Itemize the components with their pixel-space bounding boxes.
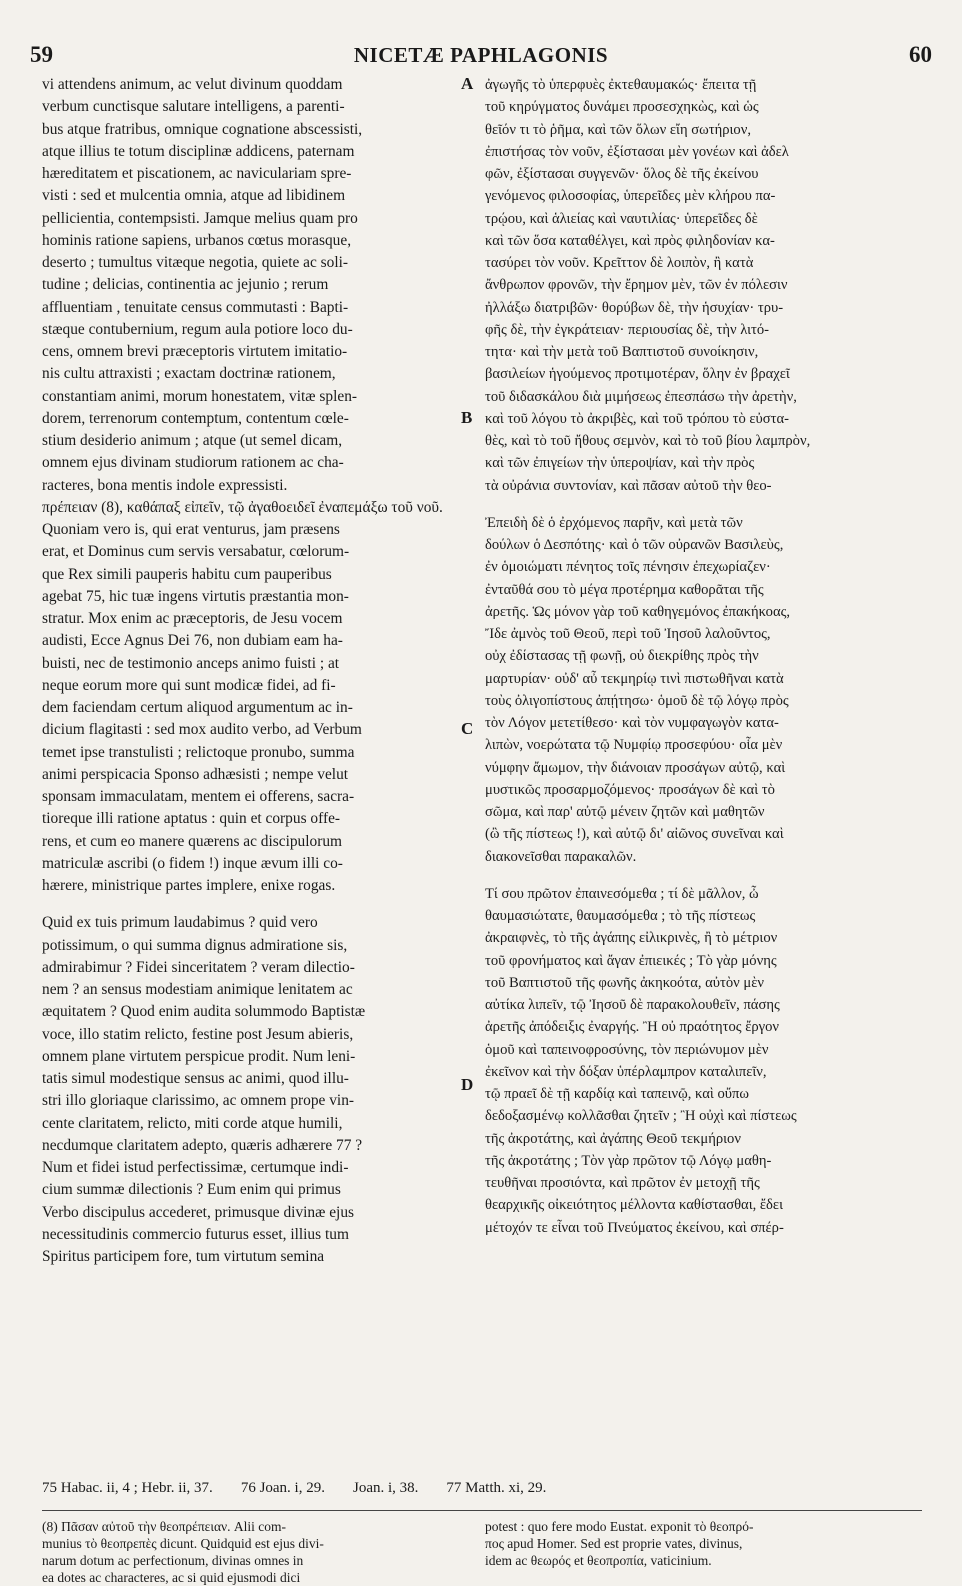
greek-text-line: ἀγωγῆς τὸ ὑπερφυὲς ἐκτεθαυμακώς· ἔπειτα τῇ <box>485 77 757 93</box>
latin-text-line: cium summæ dilectionis ? Eum enim qui primus <box>42 1181 341 1199</box>
greek-text-line: νύμφην ἄμωμον, τὴν διάνοιαν προσάγων αὐτῷ, καὶ <box>485 759 786 776</box>
greek-text-line: φῶν, ἐξίστασαι συγγενῶν· ὅλος δὲ τῆς ἐκείνου <box>485 166 759 182</box>
latin-text-line: temet ipse transtulisti ; relictoque pronubo, summa <box>42 743 355 761</box>
latin-text-line: neque eorum more qui sunt modicæ fidei, ad fi- <box>42 676 336 694</box>
latin-text-line: buisti, nec de testimonio anceps animo fuisti ; at <box>42 654 340 672</box>
footnote-divider <box>42 1510 922 1511</box>
greek-text-line: τῆς ἀκροτάτης, καὶ ἀγάπης Θεοῦ τεκμήριον <box>485 1130 741 1147</box>
greek-text-line: Ἐπειδὴ δὲ ὁ ἐρχόμενος παρῆν, καὶ μετὰ τῶν <box>485 514 743 531</box>
latin-text-line: dicium flagitasti : sed mox audito verbo, ad Verbum <box>42 721 362 739</box>
latin-text-line: erat, et Dominus cum servis versabatur, cœlorum- <box>42 543 350 561</box>
greek-text-line: τοῦ Βαπτιστοῦ τῆς φωνῆς ἀκηκοότα, αὐτὸν μὲν <box>485 974 764 991</box>
greek-text-line: τὸν Λόγον μετετίθεσο· καὶ τὸν νυμφαγωγὸν κατα- <box>485 715 779 731</box>
reference-item: Joan. i, 38. <box>352 1480 419 1496</box>
latin-text-line: Verbo discipulus accederet, primusque divinæ ejus <box>42 1203 355 1221</box>
greek-text-line: τευθῆναι προσιόντα, καὶ πρῶτον ἐν μετοχῇ τῆς <box>485 1175 760 1191</box>
greek-text-line: ἄνθρωπον φρονῶν, τὴν ἔρημον μὲν, τῶν ἐν πόλεσιν <box>485 277 788 294</box>
latin-text-line: hærere, ministrique partes implere, enixe rogas. <box>42 877 336 894</box>
latin-text-line: Quid ex tuis primum laudabimus ? quid vero <box>42 914 318 932</box>
greek-text-line: ἐκεῖνον καὶ τὴν δόξαν ὑπέρλαμπρον καταλιπεῖν, <box>485 1063 767 1080</box>
footnote-line: πος apud Homer. Sed est proprie vates, divinus, <box>485 1536 743 1551</box>
greek-text-line: τῆς ἀκροτάτης ; Τὸν γὰρ πρῶτον τῷ Λόγῳ μαθη- <box>485 1152 772 1169</box>
footnote-left <box>42 1518 452 1586</box>
right-page-number: 60 <box>908 42 932 67</box>
greek-text-line: θαυμασιώτατε, θαυμασόμεθα ; τὸ τῆς πίστεως <box>485 908 756 924</box>
latin-text-line: stæque contubernium, regum aula potiore loco du- <box>42 320 353 338</box>
latin-text-line: matriculæ ascribi (o fidem !) inque ævum illi co- <box>42 854 343 872</box>
greek-text-line: τρῴου, καὶ ἁλιείας καὶ ναυτιλίας· ὑπερεῖδες δὲ <box>485 210 758 227</box>
greek-text-line: λιπὼν, νοερώτατα τῷ Νυμφίῳ προσεφύου· οἷα μὲν <box>485 737 783 754</box>
margin-mark: D <box>461 1075 474 1095</box>
latin-text-line: agebat 75, hic tuæ ingens virtutis præstantia mon- <box>42 587 349 605</box>
greek-text-line: τοὺς ὀλιγοπίστους ἀπῄτησω· ὁμοῦ δὲ τῷ λόγῳ πρὸς <box>485 692 789 709</box>
footnote-line: ea dotes ac characteres, ac si quid ejusmodi dici <box>42 1570 301 1585</box>
greek-text-line <box>485 868 905 883</box>
greek-text-line: ἠλλάξω διατριβῶν· θορύβων δὲ, τὴν ἡσυχίαν· τρυ- <box>485 299 784 316</box>
greek-text-line: δούλων ὁ Δεσπότης· καὶ ὁ τῶν οὐρανῶν Βασιλεὺς, <box>485 537 784 553</box>
latin-text-line: racteres, bona mentis indole expressisti. <box>42 476 288 494</box>
greek-text-line: τῷ πραεῖ δὲ τῇ καρδίᾳ καὶ ταπεινῷ, καὶ οὔπω <box>485 1086 749 1102</box>
latin-text-line: stri illo gloriaque clarissimo, ac omnem prope vin- <box>42 1092 355 1110</box>
latin-text-line: hominis ratione sapiens, urbanos cœtus morasque, <box>42 231 352 249</box>
latin-text-line: Num et fidei istud perfectissimæ, certumque indi- <box>42 1159 349 1176</box>
margin-mark: A <box>461 74 474 93</box>
greek-text-line: ἀκραιφνὲς, τὸ τῆς ἀγάπης εἰλικρινὲς, ἢ τὸ μέτριον <box>485 930 778 947</box>
greek-text-line: τητα· καὶ τὴν μετὰ τοῦ Βαπτιστοῦ συνοίκησιν, <box>485 344 759 360</box>
latin-text-line: tioreque illi ratione aptatus : quin et corpus offe- <box>42 810 341 828</box>
latin-text-line: tatis simul modestique sensus ac animi, quod illu- <box>42 1070 349 1087</box>
footnote-line: potest : quo fere modo Eustat. exponit τὸ θεοπρό- <box>485 1519 754 1534</box>
latin-column <box>42 74 462 1268</box>
greek-text-line: γενόμενος φιλοσοφίας, ὑπερεῖδες μὲν κλήρου πα- <box>485 188 776 205</box>
greek-text-line: θεαρχικῆς οἰκειότητος μέλλοντα καθίστασθαι, ἔδει <box>485 1197 783 1214</box>
latin-text-line: affluentiam , tenuitate census commutasti : Bapti- <box>42 298 349 316</box>
latin-text-line: sponsam immaculatam, mentem ei offerens, sacra- <box>42 788 355 805</box>
greek-text-line: καὶ τῶν ὅσα καταθέλγει, καὶ πρὸς φιληδονίαν κα- <box>485 232 775 249</box>
greek-text-line: ἀρετῆς ἀπόδειξις ἐναργής. Ἢ οὐ πραότητος ἔργον <box>485 1019 779 1036</box>
margin-mark: B <box>461 407 473 427</box>
greek-text-line: τοῦ φρονήματος καὶ ἄγαν ἐπιεικές ; Τὸ γὰρ μόνης <box>485 952 777 969</box>
greek-text-line: τὰ οὐράνια συντονίαν, καὶ πᾶσαν αὐτοῦ τὴν θεο- <box>485 477 772 494</box>
greek-text-line: ἐνταῦθά σου τὸ μέγα προτέρημα καθορᾶται τῆς <box>485 581 764 598</box>
latin-text-line: hæreditatem et piscationem, ac naviculariam spre- <box>42 165 352 182</box>
greek-text-line <box>485 497 905 512</box>
latin-text-line: omnem plane virtutem perspicue prodit. Num leni- <box>42 1047 356 1065</box>
latin-text-line: dorem, terrenorum contemptum, contentum cœle- <box>42 409 349 427</box>
latin-text-line: stratur. Mox enim ac præceptoris, de Jesu vocem <box>42 610 343 627</box>
latin-text-line: cens, omnem brevi præceptoris virtutem imitatio- <box>42 343 348 360</box>
reference-item: 75 Habac. ii, 4 ; Hebr. ii, 37. <box>42 1480 213 1496</box>
greek-text-line: μαρτυρίαν· οὐδ' αὖ τεκμηρίῳ τινὶ πιστωθῆναι κατὰ <box>485 670 784 687</box>
latin-text-line: nis cultu attraxisti ; exactam doctrinæ rationem, <box>42 365 336 383</box>
latin-text-line: atque illius te totum disciplinæ addicens, paternam <box>42 142 355 160</box>
greek-text-line: φῆς δὲ, τὴν ἐγκράτειαν· περιουσίας δὲ, τὴν λιτό- <box>485 321 770 338</box>
greek-text-line: τοῦ κηρύγματος δυνάμει προσεσχηκὼς, καὶ ὡς <box>485 99 759 116</box>
footnote-line: munius τὸ θεοπρεπὲς dicunt. Quidquid est ejus divi- <box>42 1536 324 1551</box>
latin-text-line: deserto ; tumultus vitæque negotia, quiete ac soli- <box>42 254 349 271</box>
greek-text-line: σῶμα, καὶ παρ' αὐτῷ μένειν ζητῶν καὶ μαθητῶν <box>485 804 765 820</box>
latin-text-line: voce, illo statim relicto, festine post Jesum abieris, <box>42 1025 354 1043</box>
latin-text-line: dem faciendam certum aliquod argumentum ac in- <box>42 699 353 716</box>
greek-text-line: διακονεῖσθαι παρακαλῶν. <box>485 848 637 865</box>
footnote-line: narum dotum ac perfectionum, divinas omnes in <box>42 1553 304 1568</box>
greek-text-line: ἀρετῆς. Ὡς μόνον γὰρ τοῦ καθηγεμόνος ἐπακήκοας, <box>485 603 791 620</box>
greek-text-line: οὐχ ἐδίστασας τῇ φωνῇ, οὐ διεκρίθης πρὸς τὴν <box>485 648 759 665</box>
latin-text-line: rens, et cum eo manere quærens ac discipulorum <box>42 832 343 850</box>
latin-text-line: æquitatem ? Quod enim audita solummodo Baptistæ <box>42 1003 366 1021</box>
latin-text-line: stium desiderio animum ; atque (ut semel dicam, <box>42 432 343 449</box>
latin-text-line: animi perspicacia Sponso adhæsisti ; nempe velut <box>42 765 349 783</box>
latin-text-line: vi attendens animum, ac velut divinum quoddam <box>42 76 343 93</box>
greek-text-line: βασιλείων ἡγούμενος προτιμοτέραν, ὅλην ἐν βραχεῖ <box>485 366 790 383</box>
greek-text-line: τασύρει τὸν νοῦν. Κρεῖττον δὲ λοιπὸν, ἢ κατὰ <box>485 255 754 271</box>
latin-text-line: necessitudinis commercio futurus esset, illius tum <box>42 1225 349 1243</box>
greek-text-line: αὐτίκα λιπεῖν, τῷ Ἰησοῦ δὲ παρακολουθεῖν, πάσης <box>485 997 780 1013</box>
greek-text-line: δεδοξασμένῳ κολλᾶσθαι ζητεῖν ; Ἢ οὐχὶ καὶ πίστεως <box>485 1108 797 1125</box>
reference-item: 77 Matth. xi, 29. <box>446 1480 547 1496</box>
greek-text-line: Τί σου πρῶτον ἐπαινεσόμεθα ; τί δὲ μᾶλλον, ὦ <box>485 885 759 902</box>
footnote-right <box>485 1518 915 1569</box>
footnote-line: (8) Πᾶσαν αὐτοῦ τὴν θεοπρέπειαν. Alii com- <box>42 1519 286 1534</box>
latin-text-line: bus atque fratribus, omnique cognatione abscessisti, <box>42 120 363 138</box>
footnote-line: idem ac θεωρός et θεοπροπία, vaticinium. <box>485 1553 712 1568</box>
latin-text-line: Spiritus participem fore, tum virtutum semina <box>42 1248 325 1265</box>
greek-text-line: καὶ τοῦ λόγου τὸ ἀκριβὲς, καὶ τοῦ τρόπου τὸ εὐστα- <box>485 410 789 427</box>
scripture-references <box>42 1480 922 1497</box>
greek-text-line: ἐν ὁμοιώματι πένητος τοῖς πένησιν ἐπεχωρίαζεν· <box>485 559 771 576</box>
latin-text-line: audisti, Ecce Agnus Dei 76, non dubiam eam ha- <box>42 632 343 650</box>
latin-text-line: cente claritatem, relicto, miti corde atque humili, <box>42 1114 343 1132</box>
latin-text-line: pellicientia, contempsisti. Jamque melius quam pro <box>42 209 358 227</box>
running-title: NICETÆ PAPHLAGONIS <box>353 43 609 67</box>
latin-text-line: Quoniam vero is, qui erat venturus, jam præsens <box>42 521 340 538</box>
left-page-number: 59 <box>30 42 53 67</box>
running-header <box>30 42 932 68</box>
reference-item: 76 Joan. i, 29. <box>240 1480 325 1496</box>
latin-text-line: verbum cunctisque salutare intelligens, a parenti- <box>42 98 345 116</box>
greek-text-line: ἐπιστήσας τὸν νοῦν, ἐξίστασαι μὲν γονέων καὶ ἀδελ <box>485 143 789 160</box>
latin-text-line: constantiam animi, morum honestatem, vitæ splen- <box>42 387 358 405</box>
latin-text-line <box>42 897 462 912</box>
greek-column <box>485 74 905 1239</box>
latin-text-line: tudine ; delicias, continentia ac jejunio ; rerum <box>42 276 329 294</box>
greek-text-line: θεῖόν τι τὸ ῥῆμα, καὶ τῶν ὅλων εἴη σωτήριον, <box>485 121 751 138</box>
greek-text-line: Ἴδε ἀμνὸς τοῦ Θεοῦ, περὶ τοῦ Ἰησοῦ λαλοῦντος, <box>485 626 771 642</box>
greek-text-line: ὁμοῦ καὶ ταπεινοφροσύνης, τὸν περιώνυμον μὲν <box>485 1041 769 1058</box>
greek-text-line: μέτοχόν τε εἶναι τοῦ Πνεύματος ἐκείνου, καὶ σπέρ- <box>485 1219 784 1236</box>
greek-text-line: (ὢ τῆς πίστεως !), καὶ αὐτῷ δι' αἰῶνος συνεῖναι καὶ <box>485 826 784 843</box>
greek-text-line: θὲς, καὶ τὸ τοῦ ἤθους σεμνὸν, καὶ τὸ τοῦ βίου λαμπρὸν, <box>485 433 811 449</box>
latin-text-line: nem ? an sensus modestiam animique lenitatem ac <box>42 981 353 998</box>
greek-text-line: μυστικῶς προσαρμοζόμενος· προσάγων δὲ καὶ τὸ <box>485 781 775 798</box>
latin-text-line: que Rex simili pauperis habitu cum pauperibus <box>42 565 332 583</box>
latin-text-line: potissimum, o qui summa dignus admiratione sis, <box>42 936 348 954</box>
margin-mark: C <box>461 719 474 739</box>
greek-text-line: τοῦ διδασκάλου διὰ μιμήσεως ἐπεσπάσω τὴν ἀρετὴν, <box>485 388 797 405</box>
greek-text-line: καὶ τῶν ἐπιγείων τὴν ὑπεροψίαν, καὶ τὴν πρὸς <box>485 455 755 472</box>
latin-text-line: visti : sed et mulcentia omnia, atque ad libidinem <box>42 187 346 205</box>
latin-text-line: necdumque claritatem adepto, quæris adhærere 77 ? <box>42 1136 363 1154</box>
latin-text-line: πρέπειαν (8), καθάπαξ εἰπεῖν, τῷ ἀγαθοειδεῖ ἐναπεμάξω τοῦ νοῦ. <box>42 498 443 516</box>
latin-text-line: omnem ejus divinam studiorum rationem ac cha- <box>42 454 344 472</box>
latin-text-line: admirabimur ? Fidei sinceritatem ? veram dilectio- <box>42 958 355 976</box>
